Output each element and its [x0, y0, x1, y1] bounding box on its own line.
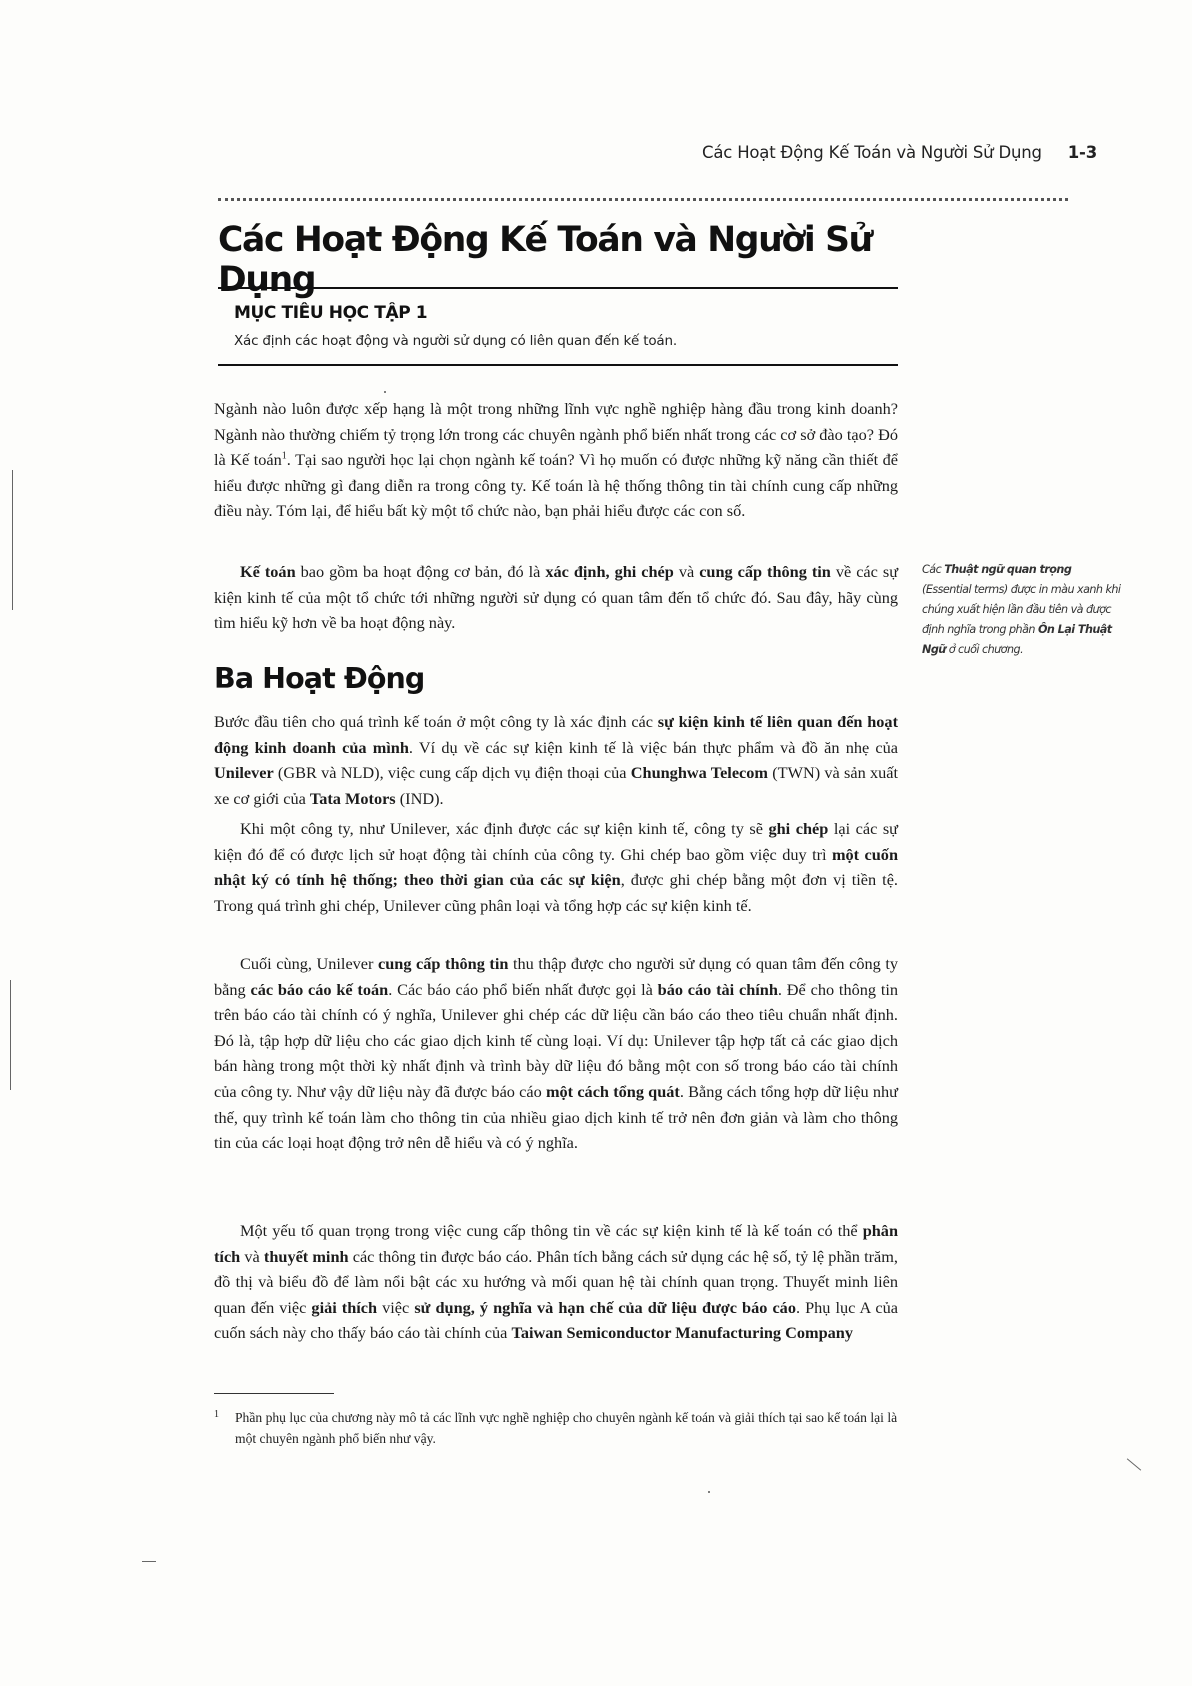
text-run: thu thập được cho người sử dụng có quan tâm đến công ty bằng — [214, 954, 898, 999]
running-head — [600, 143, 1097, 162]
bold-term: Thuật ngữ quan trọng — [944, 563, 1072, 576]
text-run: bao gồm ba hoạt động cơ bản, đó là — [295, 562, 546, 581]
bold-term: một cách tổng quát — [545, 1081, 680, 1101]
scan-artifact-stroke — [1127, 1458, 1141, 1470]
text-run: Một yếu tố quan trọng trong việc cung cấp thông tin về các sự kiện kinh tế là kế toán có thể — [240, 1221, 863, 1240]
text-run: Các — [922, 563, 945, 576]
bold-term: phân tích — [214, 1221, 898, 1266]
margin-note — [922, 560, 1122, 660]
text-run: , được ghi chép bằng một đơn vị tiền tệ. Trong quá trình ghi chép, Unilever cũng phân loại và tổng hợp các sự kiện kinh tế. — [214, 870, 898, 915]
text-run: lại các sự kiện đó để có được lịch sử hoạt động tài chính của công ty. Ghi chép bao gồm việc duy trì — [214, 819, 899, 864]
bold-term: giải thích — [311, 1297, 378, 1317]
text-run: . Phụ lục A của cuốn sách này cho thấy báo cáo tài chính của — [214, 1297, 899, 1343]
scan-artifact-dash — [142, 1561, 156, 1562]
intro-paragraph-2 — [214, 559, 898, 636]
text-run: việc — [377, 1297, 415, 1317]
text-run: . Các báo cáo phổ biến nhất được gọi là — [388, 979, 658, 999]
footnote-rule — [214, 1393, 334, 1394]
learning-objective-text: Xác định các hoạt động và người sử dụng có liên quan đến kế toán. — [234, 333, 677, 349]
bold-term: Tata Motors — [309, 788, 396, 808]
text-run: Cuối cùng, Unilever — [240, 954, 379, 973]
chapter-title: Các Hoạt Động Kế Toán và Người Sử Dụng — [218, 220, 872, 300]
footnote-mark: 1 — [214, 1409, 219, 1420]
section-paragraph-4 — [214, 1218, 898, 1346]
scan-artifact-left-1 — [12, 470, 13, 610]
text-run: . Bằng cách tổng hợp dữ liệu như thế, quy trình kế toán làm cho thông tin của nhiều giao dịch kinh tế trở nên đơn giản và làm cho thông tin của các loại hoạt động trở nên dễ hiểu và có ý nghĩa. — [214, 1081, 898, 1153]
text-run: (Essential terms) được in màu xanh khi chúng xuất hiện lần đầu tiên và được định nghĩa trong phần — [922, 583, 1121, 636]
section-paragraph-1 — [214, 709, 898, 811]
bold-term: Taiwan Semiconductor Manufacturing Company — [511, 1323, 853, 1343]
text-run: (GBR và NLD), việc cung cấp dịch vụ điện thoại của — [273, 763, 631, 783]
text-run: và — [673, 562, 700, 581]
scan-artifact-dot-1 — [708, 1491, 710, 1493]
text-run: . Tại sao người học lại chọn ngành kế toán? Vì họ muốn có được những kỹ năng cần thiết để hiểu được những gì đang diễn ra trong công ty. Kế toán là hệ thống thông tin tài chính cung cấp những điều này. Tóm lại, để hiểu bất kỳ một tổ chức nào, bạn phải hiểu được các con số. — [214, 450, 899, 521]
footnote-reference: 1 — [281, 450, 287, 462]
text-run: về các sự kiện kinh tế của một tổ chức tới những người sử dụng có quan tâm đến tổ chức đó. Sau đây, hãy cùng tìm hiểu kỹ hơn về ba hoạt động này. — [214, 562, 899, 633]
bold-term: thuyết minh — [263, 1246, 349, 1266]
bold-term: Unilever — [214, 763, 274, 783]
text-run: (IND). — [395, 788, 444, 808]
bold-term: xác định, ghi chép — [545, 562, 674, 581]
bold-term: các báo cáo kế toán — [250, 979, 389, 999]
bold-term: Kế toán — [240, 562, 296, 581]
text-run: . Ví dụ về các sự kiện kinh tế là việc bán thực phẩm và đồ ăn nhẹ của — [408, 737, 898, 757]
bold-term: báo cáo tài chính — [657, 979, 778, 999]
footnote — [214, 1407, 898, 1449]
intro-paragraph-1 — [214, 396, 898, 524]
bold-term: Ôn Lại Thuật Ngữ — [922, 623, 1112, 656]
bold-term: một cuốn nhật ký có tính hệ thống; theo thời gian của các sự kiện — [214, 844, 898, 890]
text-run: ở cuối chương. — [945, 643, 1024, 656]
page-number: 1-3 — [1067, 143, 1097, 162]
text-run: . Để cho thông tin trên báo cáo tài chính có ý nghĩa, Unilever ghi chép các dữ liệu cần báo cáo theo tiêu chuẩn nhất định. Đó là, tập hợp dữ liệu cho các giao dịch kinh tế cùng loại. Ví dụ: Unilever tập hợp tất cả các giao dịch bán hàng trong một thời kỳ nhất định và trình bày dữ liệu đó bằng một con số trong báo cáo tài chính của công ty. Như vậy dữ liệu này đã được báo cáo — [214, 979, 899, 1101]
objective-top-rule — [218, 287, 898, 289]
text-run: Khi một công ty, như Unilever, xác định được các sự kiện kinh tế, công ty sẽ — [240, 819, 769, 838]
objective-bottom-rule — [218, 364, 898, 366]
text-run: Ngành nào luôn được xếp hạng là một trong những lĩnh vực nghề nghiệp hàng đầu trong kinh doanh? Ngành nào thường chiếm tỷ trọng lớn trong các chuyên ngành phổ biến nhất trong các cơ sở đào tạo? Đó là Kế toán — [214, 399, 898, 470]
bold-term: cung cấp thông tin — [699, 562, 831, 581]
bold-term: sử dụng, ý nghĩa và hạn chế của dữ liệu được báo cáo — [414, 1297, 796, 1317]
bold-term: Chunghwa Telecom — [630, 763, 768, 783]
scan-artifact-dot-2 — [384, 391, 386, 393]
bold-term: ghi chép — [768, 819, 829, 838]
section-paragraph-2 — [214, 816, 898, 918]
running-head-title: Các Hoạt Động Kế Toán và Người Sử Dụng — [702, 143, 1042, 162]
footnote-text: Phần phụ lục của chương này mô tả các lĩnh vực nghề nghiệp cho chuyên ngành kế toán và giải thích tại sao kế toán lại là một chuyên ngành phổ biến như vậy. — [235, 1410, 898, 1446]
header-rule — [218, 198, 1068, 201]
bold-term: sự kiện kinh tế liên quan đến hoạt động kinh doanh của mình — [214, 712, 898, 757]
section-heading: Ba Hoạt Động — [214, 662, 425, 695]
scan-artifact-left-2 — [10, 980, 11, 1090]
bold-term: cung cấp thông tin — [378, 954, 509, 973]
text-run: các thông tin được báo cáo. Phân tích bằng cách sử dụng các hệ số, tỷ lệ phần trăm, đồ thị và biểu đồ để làm nổi bật các xu hướng và mối quan hệ tài chính quan trọng. Thuyết minh liên quan đến việc — [214, 1246, 898, 1317]
text-run: (TWN) và sản xuất xe cơ giới của — [214, 763, 899, 808]
section-paragraph-3 — [214, 951, 898, 1156]
text-run: và — [240, 1246, 264, 1266]
learning-objective-title: MỤC TIÊU HỌC TẬP 1 — [234, 303, 428, 323]
text-run: Bước đầu tiên cho quá trình kế toán ở một công ty là xác định các — [214, 712, 658, 731]
